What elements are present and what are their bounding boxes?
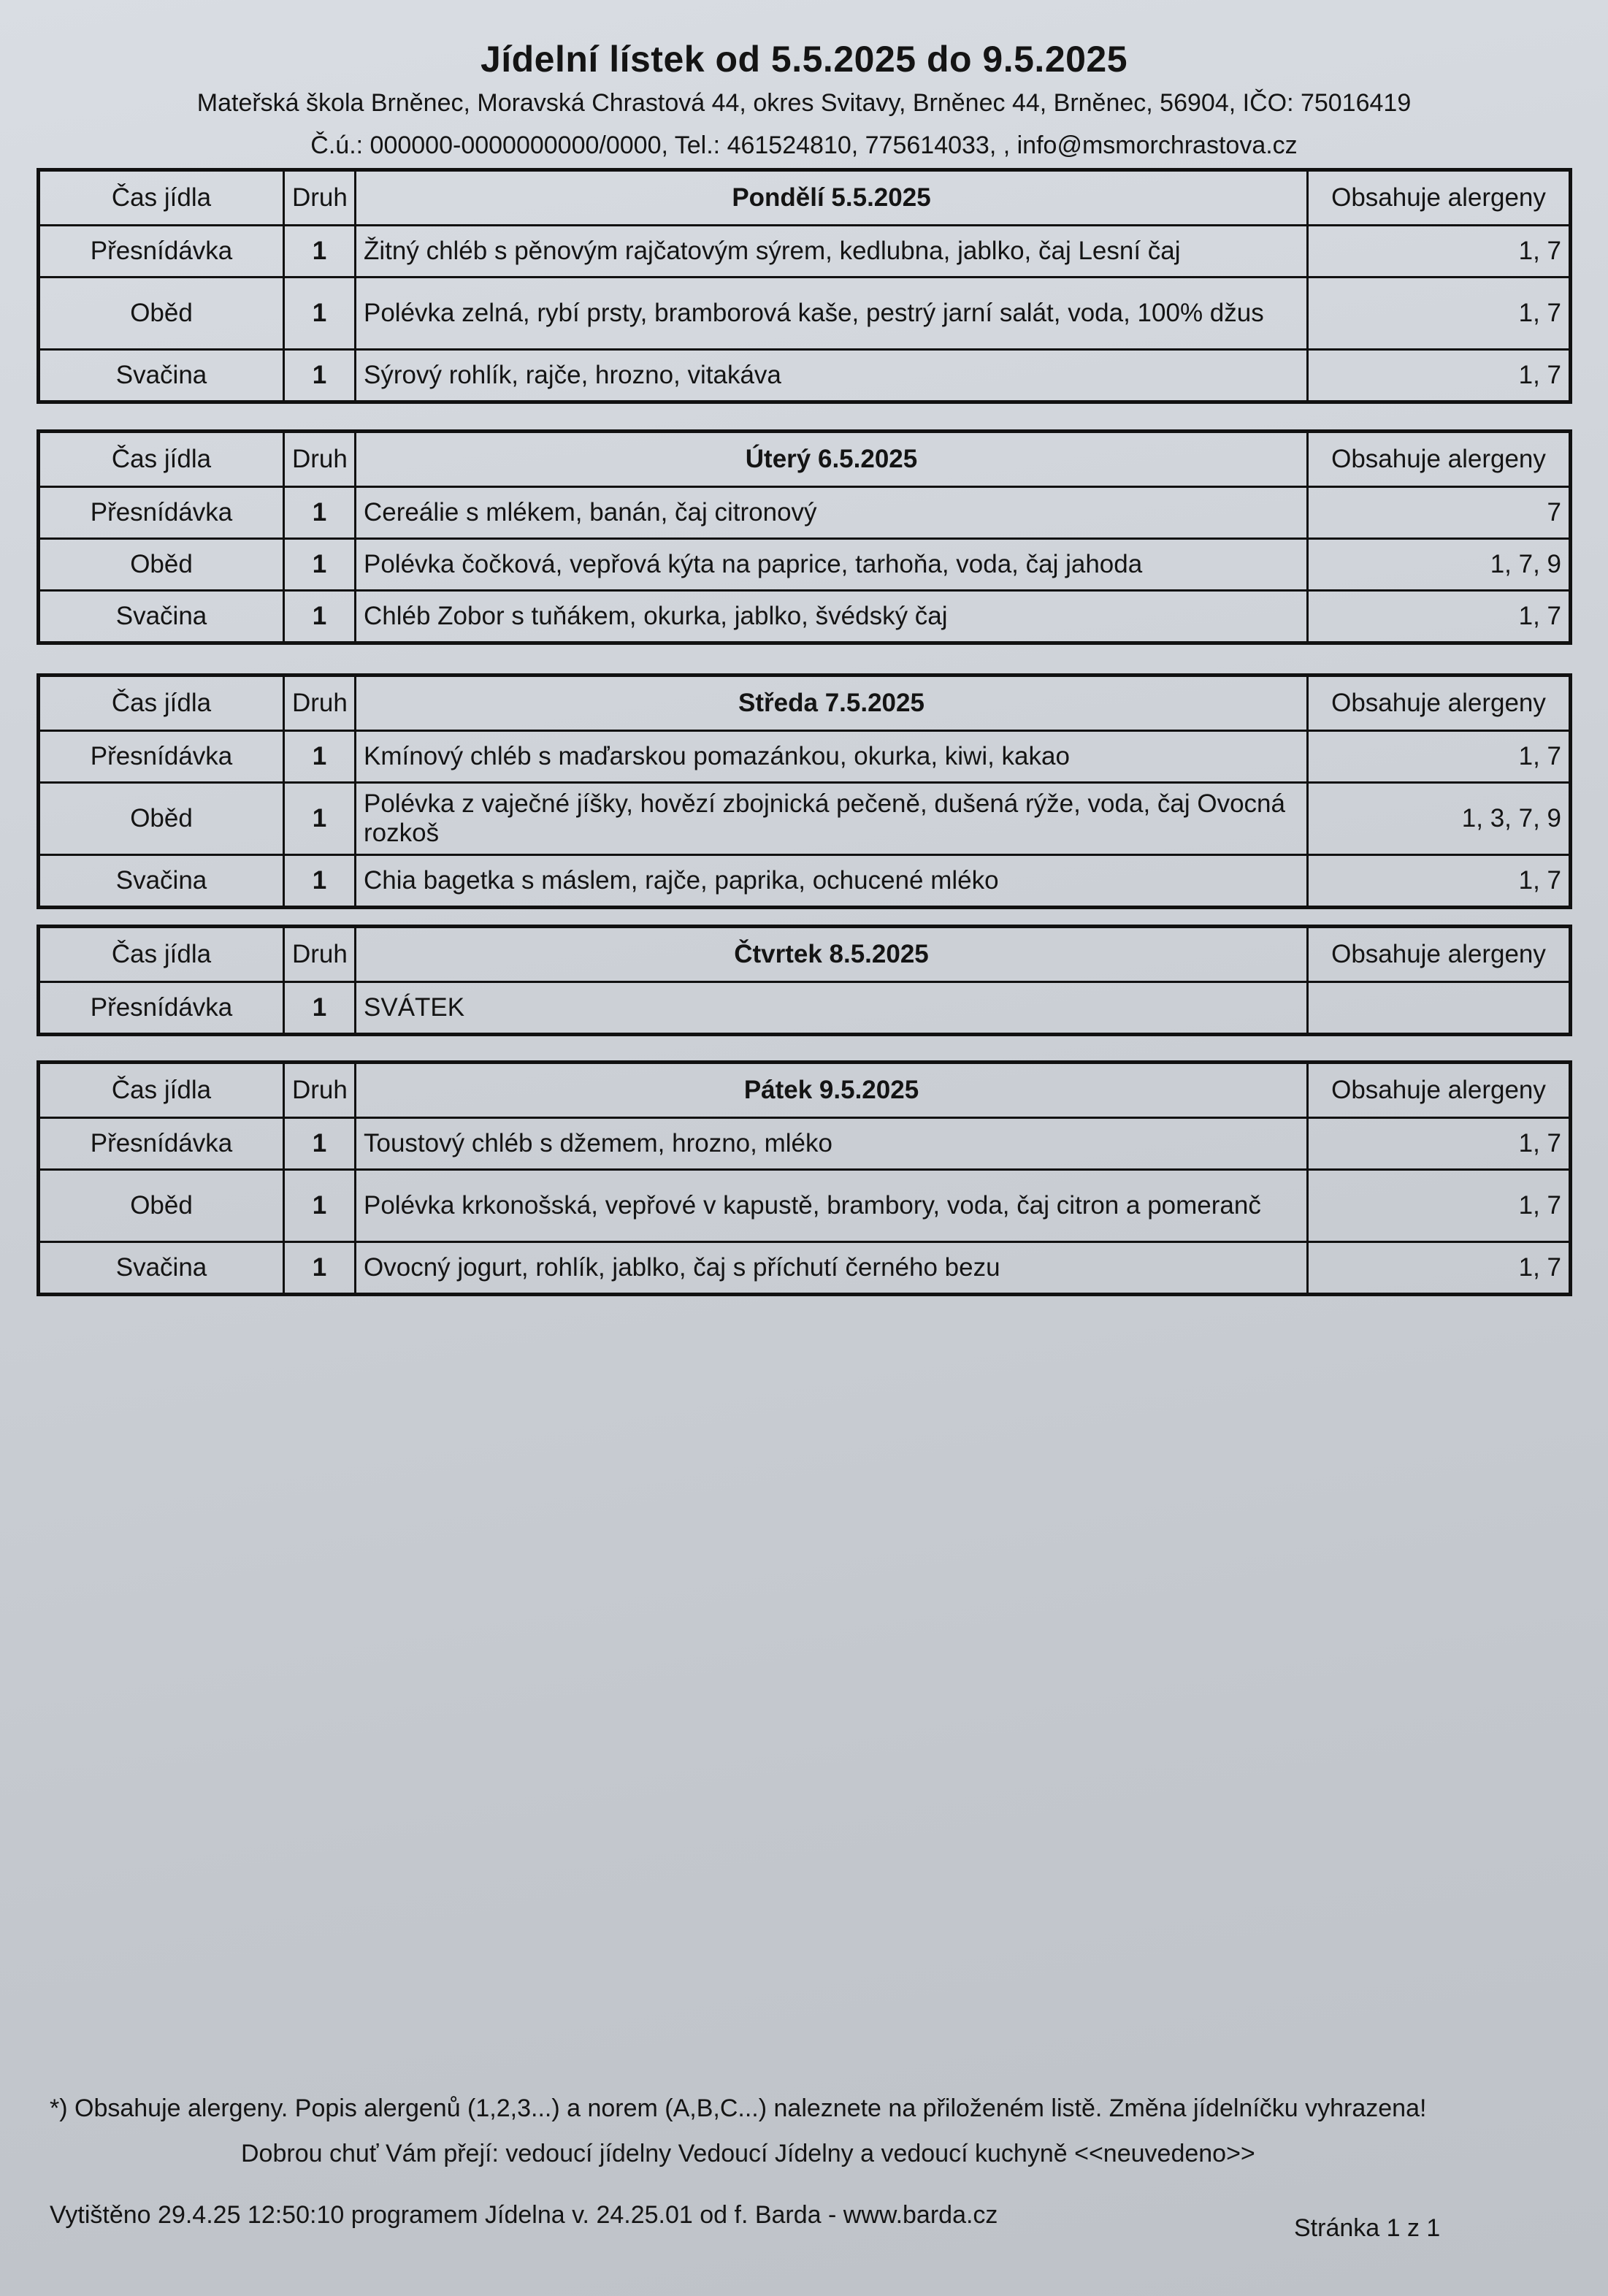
table-header-row bbox=[39, 927, 1571, 982]
meal-allergens: 1, 7, 9 bbox=[1308, 539, 1571, 591]
col-time-header: Čas jídla bbox=[39, 676, 284, 731]
meal-type: 1 bbox=[284, 591, 356, 643]
table-row bbox=[39, 487, 1571, 539]
col-type-header: Druh bbox=[284, 676, 356, 731]
meal-type: 1 bbox=[284, 783, 356, 855]
meal-time: Přesnídávka bbox=[39, 487, 284, 539]
table-row bbox=[39, 350, 1571, 402]
meal-description: Chléb Zobor s tuňákem, okurka, jablko, švédský čaj bbox=[356, 591, 1308, 643]
meal-allergens: 1, 7 bbox=[1308, 350, 1571, 402]
day-header: Úterý 6.5.2025 bbox=[356, 432, 1308, 487]
meal-type: 1 bbox=[284, 731, 356, 783]
greeting-line: Dobrou chuť Vám přejí: vedoucí jídelny Vedoucí Jídelny a vedoucí kuchyně <<neuvedeno>> bbox=[241, 2140, 1255, 2167]
meal-time: Svačina bbox=[39, 855, 284, 908]
table-row bbox=[39, 539, 1571, 591]
table-row bbox=[39, 1170, 1571, 1242]
meal-type: 1 bbox=[284, 350, 356, 402]
col-time-header: Čas jídla bbox=[39, 432, 284, 487]
day-header: Pondělí 5.5.2025 bbox=[356, 170, 1308, 226]
table-header-row bbox=[39, 170, 1571, 226]
meal-allergens: 1, 7 bbox=[1308, 1242, 1571, 1295]
meal-allergens bbox=[1308, 982, 1571, 1035]
col-type-header: Druh bbox=[284, 1063, 356, 1118]
meal-time: Oběd bbox=[39, 1170, 284, 1242]
meal-time: Přesnídávka bbox=[39, 731, 284, 783]
meal-time: Svačina bbox=[39, 591, 284, 643]
table-header-row bbox=[39, 432, 1571, 487]
table-row bbox=[39, 1242, 1571, 1295]
meal-time: Přesnídávka bbox=[39, 982, 284, 1035]
meal-allergens: 1, 7 bbox=[1308, 855, 1571, 908]
table-row bbox=[39, 855, 1571, 908]
meal-time: Přesnídávka bbox=[39, 226, 284, 278]
meal-allergens: 7 bbox=[1308, 487, 1571, 539]
meal-description: Polévka z vaječné jíšky, hovězí zbojnická pečeně, dušená rýže, voda, čaj Ovocná rozkoš bbox=[356, 783, 1308, 855]
meal-type: 1 bbox=[284, 226, 356, 278]
meal-time: Svačina bbox=[39, 350, 284, 402]
day-header: Středa 7.5.2025 bbox=[356, 676, 1308, 731]
day-table-monday bbox=[37, 168, 1572, 404]
meal-description: Žitný chléb s pěnovým rajčatovým sýrem, kedlubna, jablko, čaj Lesní čaj bbox=[356, 226, 1308, 278]
school-info: Mateřská škola Brněnec, Moravská Chrastová 44, okres Svitavy, Brněnec 44, Brněnec, 56904, IČO: 75016419 bbox=[196, 89, 1412, 117]
meal-description: SVÁTEK bbox=[356, 982, 1308, 1035]
meal-type: 1 bbox=[284, 982, 356, 1035]
page-number: Stránka 1 z 1 bbox=[1294, 2214, 1441, 2242]
meal-time: Oběd bbox=[39, 278, 284, 350]
meal-description: Kmínový chléb s maďarskou pomazánkou, okurka, kiwi, kakao bbox=[356, 731, 1308, 783]
col-time-header: Čas jídla bbox=[39, 927, 284, 982]
meal-time: Svačina bbox=[39, 1242, 284, 1295]
meal-type: 1 bbox=[284, 1118, 356, 1170]
day-table-wednesday bbox=[37, 673, 1572, 909]
print-info: Vytištěno 29.4.25 12:50:10 programem Jídelna v. 24.25.01 od f. Barda - www.barda.cz bbox=[50, 2201, 998, 2229]
meal-description: Cereálie s mlékem, banán, čaj citronový bbox=[356, 487, 1308, 539]
meal-allergens: 1, 7 bbox=[1308, 1170, 1571, 1242]
col-type-header: Druh bbox=[284, 927, 356, 982]
col-time-header: Čas jídla bbox=[39, 170, 284, 226]
table-row bbox=[39, 591, 1571, 643]
meal-allergens: 1, 7 bbox=[1308, 731, 1571, 783]
meal-type: 1 bbox=[284, 1170, 356, 1242]
col-allergens-header: Obsahuje alergeny bbox=[1308, 676, 1571, 731]
col-type-header: Druh bbox=[284, 170, 356, 226]
meal-type: 1 bbox=[284, 1242, 356, 1295]
col-time-header: Čas jídla bbox=[39, 1063, 284, 1118]
table-row bbox=[39, 982, 1571, 1035]
meal-type: 1 bbox=[284, 487, 356, 539]
table-row bbox=[39, 783, 1571, 855]
table-row bbox=[39, 278, 1571, 350]
page-title: Jídelní lístek od 5.5.2025 do 9.5.2025 bbox=[480, 39, 1128, 80]
meal-type: 1 bbox=[284, 278, 356, 350]
meal-description: Sýrový rohlík, rajče, hrozno, vitakáva bbox=[356, 350, 1308, 402]
col-allergens-header: Obsahuje alergeny bbox=[1308, 170, 1571, 226]
meal-type: 1 bbox=[284, 539, 356, 591]
table-row bbox=[39, 1118, 1571, 1170]
meal-allergens: 1, 7 bbox=[1308, 1118, 1571, 1170]
day-table-tuesday bbox=[37, 429, 1572, 645]
day-header: Pátek 9.5.2025 bbox=[356, 1063, 1308, 1118]
meal-description: Polévka čočková, vepřová kýta na paprice, tarhoňa, voda, čaj jahoda bbox=[356, 539, 1308, 591]
meal-description: Polévka krkonošská, vepřové v kapustě, brambory, voda, čaj citron a pomeranč bbox=[356, 1170, 1308, 1242]
meal-time: Přesnídávka bbox=[39, 1118, 284, 1170]
col-type-header: Druh bbox=[284, 432, 356, 487]
day-table-thursday bbox=[37, 925, 1572, 1036]
meal-type: 1 bbox=[284, 855, 356, 908]
meal-description: Ovocný jogurt, rohlík, jablko, čaj s příchutí černého bezu bbox=[356, 1242, 1308, 1295]
table-row bbox=[39, 731, 1571, 783]
table-header-row bbox=[39, 1063, 1571, 1118]
table-header-row bbox=[39, 676, 1571, 731]
contact-info: Č.ú.: 000000-0000000000/0000, Tel.: 461524810, 775614033, , info@msmorchrastova.cz bbox=[310, 131, 1298, 159]
meal-allergens: 1, 3, 7, 9 bbox=[1308, 783, 1571, 855]
col-allergens-header: Obsahuje alergeny bbox=[1308, 927, 1571, 982]
meal-allergens: 1, 7 bbox=[1308, 226, 1571, 278]
meal-allergens: 1, 7 bbox=[1308, 278, 1571, 350]
meal-time: Oběd bbox=[39, 539, 284, 591]
meal-description: Chia bagetka s máslem, rajče, paprika, ochucené mléko bbox=[356, 855, 1308, 908]
meal-allergens: 1, 7 bbox=[1308, 591, 1571, 643]
col-allergens-header: Obsahuje alergeny bbox=[1308, 1063, 1571, 1118]
day-table-friday bbox=[37, 1060, 1572, 1296]
col-allergens-header: Obsahuje alergeny bbox=[1308, 432, 1571, 487]
meal-time: Oběd bbox=[39, 783, 284, 855]
meal-description: Polévka zelná, rybí prsty, bramborová kaše, pestrý jarní salát, voda, 100% džus bbox=[356, 278, 1308, 350]
day-header: Čtvrtek 8.5.2025 bbox=[356, 927, 1308, 982]
table-row bbox=[39, 226, 1571, 278]
meal-description: Toustový chléb s džemem, hrozno, mléko bbox=[356, 1118, 1308, 1170]
allergen-note: *) Obsahuje alergeny. Popis alergenů (1,2,3...) a norem (A,B,C...) naleznete na přiloženém listě. Změna jídelníčku vyhrazena! bbox=[50, 2094, 1427, 2122]
